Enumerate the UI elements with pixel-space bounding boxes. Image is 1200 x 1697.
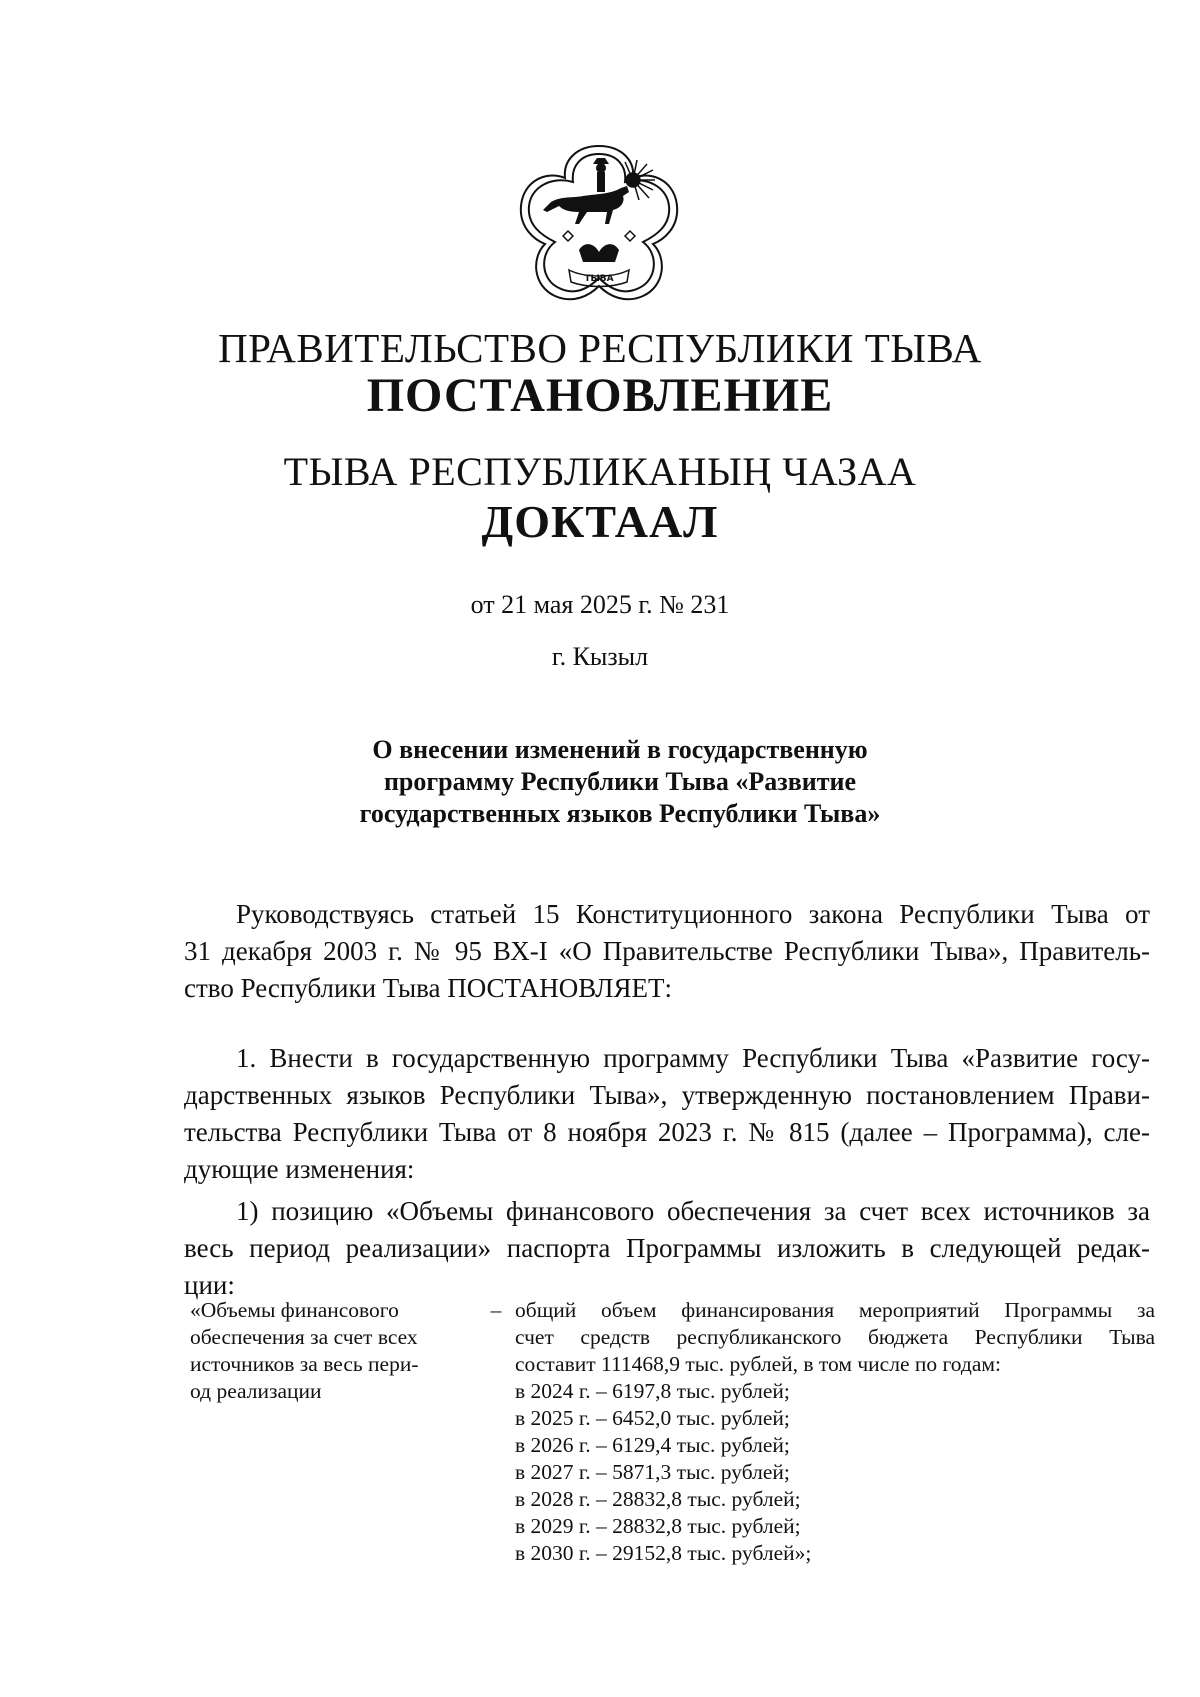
table-value-line: общий объем финансирования мероприятий Программы за — [515, 1298, 1155, 1322]
table-value-cell — [515, 1297, 1155, 1567]
government-heading: ПРАВИТЕЛЬСТВО РЕСПУБЛИКИ ТЫВА — [218, 325, 982, 371]
tyva-coat-of-arms-icon — [513, 140, 685, 310]
government-heading-tyvan: ТЫВА РЕСПУБЛИКАНЫҢ ЧАЗАА — [283, 449, 917, 494]
document-title — [300, 734, 940, 830]
table-label-line: источников за весь пери- — [190, 1352, 419, 1376]
table-dash: – — [490, 1298, 502, 1322]
table-year-line: в 2027 г. – 5871,3 тыс. рублей; — [515, 1460, 790, 1484]
table-year-line: в 2024 г. – 6197,8 тыс. рублей; — [515, 1379, 790, 1403]
item-1-paragraph — [184, 1040, 1150, 1188]
paragraph-line: дующие изменения: — [184, 1154, 415, 1184]
decree-heading: ПОСТАНОВЛЕНИЕ — [366, 369, 834, 422]
paragraph-line: ции: — [184, 1270, 235, 1300]
table-label-line: «Объемы финансового — [190, 1298, 399, 1322]
table-label-line: од реализации — [190, 1379, 322, 1403]
table-year-line: в 2026 г. – 6129,4 тыс. рублей; — [515, 1433, 790, 1457]
title-line: О внесении изменений в государственную — [372, 735, 868, 764]
paragraph-line: 1. Внести в государственную программу Республики Тыва «Развитие госу- — [236, 1043, 1150, 1073]
svg-text:ТЫВА: ТЫВА — [584, 274, 614, 284]
table-year-line: в 2025 г. – 6452,0 тыс. рублей; — [515, 1406, 790, 1430]
paragraph-line: 1) позицию «Объемы финансового обеспечения за счет всех источников за — [236, 1196, 1150, 1226]
decree-heading-tyvan: ДОКТААЛ — [481, 496, 719, 547]
title-line: государственных языков Республики Тыва» — [359, 799, 881, 828]
paragraph-line: тельства Республики Тыва от 8 ноября 2023 г. № 815 (далее – Программа), сле- — [184, 1117, 1150, 1147]
paragraph-line: 31 декабря 2003 г. № 95 ВХ-I «О Правительстве Республики Тыва», Правитель- — [184, 936, 1150, 966]
decree-date-number: от 21 мая 2025 г. № 231 — [470, 590, 730, 619]
intro-paragraph — [184, 896, 1150, 1007]
item-1-1-paragraph — [184, 1193, 1150, 1304]
paragraph-line: ство Республики Тыва ПОСТАНОВЛЯЕТ: — [184, 973, 672, 1003]
table-label-line: обеспечения за счет всех — [190, 1325, 418, 1349]
table-year-line: в 2028 г. – 28832,8 тыс. рублей; — [515, 1487, 801, 1511]
table-value-line: счет средств республиканского бюджета Республики Тыва — [515, 1325, 1155, 1349]
table-value-line: составит 111468,9 тыс. рублей, в том числе по годам: — [515, 1352, 1001, 1376]
paragraph-line: дарственных языков Республики Тыва», утвержденную постановлением Прави- — [184, 1080, 1150, 1110]
table-label-cell — [190, 1297, 480, 1405]
table-year-line: в 2030 г. – 29152,8 тыс. рублей»; — [515, 1541, 812, 1565]
paragraph-line: весь период реализации» паспорта Программы изложить в следующей редак- — [184, 1233, 1150, 1263]
title-line: программу Республики Тыва «Развитие — [383, 767, 857, 796]
decree-city: г. Кызыл — [551, 642, 649, 671]
table-year-line: в 2029 г. – 28832,8 тыс. рублей; — [515, 1514, 801, 1538]
paragraph-line: Руководствуясь статьей 15 Конституционного закона Республики Тыва от — [236, 899, 1150, 929]
